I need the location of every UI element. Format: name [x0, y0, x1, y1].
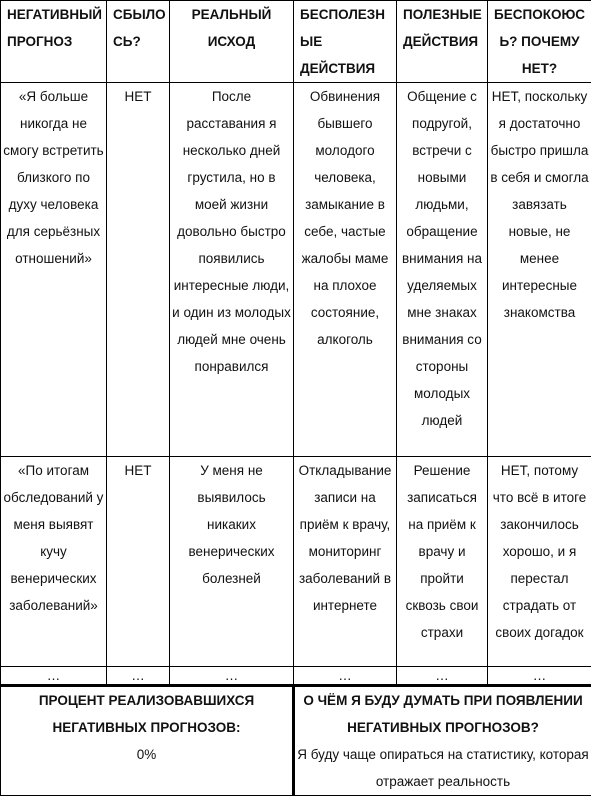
- header-forecast: НЕГАТИВНЫЙ ПРОГНОЗ: [1, 1, 107, 83]
- header-outcome: РЕАЛЬНЫЙ ИСХОД: [170, 1, 294, 83]
- cell-ellipsis: …: [488, 667, 591, 686]
- cell-happened: НЕТ: [107, 457, 170, 667]
- summary-percent-value: 0%: [3, 741, 290, 768]
- cell-ellipsis: …: [294, 667, 397, 686]
- header-happened: СБЫЛОСЬ?: [107, 1, 170, 83]
- cell-happened: НЕТ: [107, 83, 170, 457]
- cell-worry: НЕТ, поскольку я достаточно быстро пришла в себя и смогла завязать новые, не менее интересные знакомства: [488, 83, 591, 457]
- cell-ellipsis: …: [397, 667, 488, 686]
- cell-forecast: «По итогам обследований у меня выявят кучу венерических заболеваний»: [1, 457, 107, 667]
- summary-thoughts-cell: [294, 686, 591, 796]
- table-row: [1, 83, 591, 457]
- summary-row: [1, 686, 591, 796]
- header-useless-actions: БЕСПОЛЕЗНЫЕ ДЕЙСТВИЯ: [294, 1, 397, 83]
- cell-ellipsis: …: [107, 667, 170, 686]
- cell-forecast: «Я больше никогда не смогу встретить близкого по духу человека для серьёзных отношений»: [1, 83, 107, 457]
- header-useful-actions: ПОЛЕЗНЫЕ ДЕЙСТВИЯ: [397, 1, 488, 83]
- cell-worry: НЕТ, потому что всё в итоге закончилось хорошо, и я перестал страдать от своих догадок: [488, 457, 591, 667]
- cell-useful-actions: Общение с подругой, встречи с новыми людьми, обращение внимания на уделяемых мне знаках внимания со стороны молодых людей: [397, 83, 488, 457]
- cell-ellipsis: …: [1, 667, 107, 686]
- cell-outcome: После расставания я несколько дней грустила, но в моей жизни довольно быстро появились интересные люди, и один из молодых людей мне очень понравился: [170, 83, 294, 457]
- summary-thoughts-title: О ЧЁМ Я БУДУ ДУМАТЬ ПРИ ПОЯВЛЕНИИ НЕГАТИВНЫХ ПРОГНОЗОВ?: [297, 687, 589, 741]
- cell-useless-actions: Обвинения бывшего молодого человека, замыкание в себе, частые жалобы маме на плохое состояние, алкоголь: [294, 83, 397, 457]
- header-worry: БЕСПОКОЮСЬ? ПОЧЕМУ НЕТ?: [488, 1, 591, 83]
- cell-ellipsis: …: [170, 667, 294, 686]
- summary-thoughts-value: Я буду чаще опираться на статистику, которая отражает реальность: [297, 741, 589, 795]
- cell-useless-actions: Откладывание записи на приём к врачу, мониторинг заболеваний в интернете: [294, 457, 397, 667]
- cell-useful-actions: Решение записаться на приём к врачу и пройти сквозь свои страхи: [397, 457, 488, 667]
- table-row: [1, 457, 591, 667]
- summary-percent-title: ПРОЦЕНТ РЕАЛИЗОВАВШИХСЯ НЕГАТИВНЫХ ПРОГНОЗОВ:: [3, 687, 290, 741]
- ellipsis-row: [1, 667, 591, 686]
- cell-outcome: У меня не выявилось никаких венерических болезней: [170, 457, 294, 667]
- header-row: [1, 1, 591, 83]
- summary-percent-cell: [1, 686, 294, 796]
